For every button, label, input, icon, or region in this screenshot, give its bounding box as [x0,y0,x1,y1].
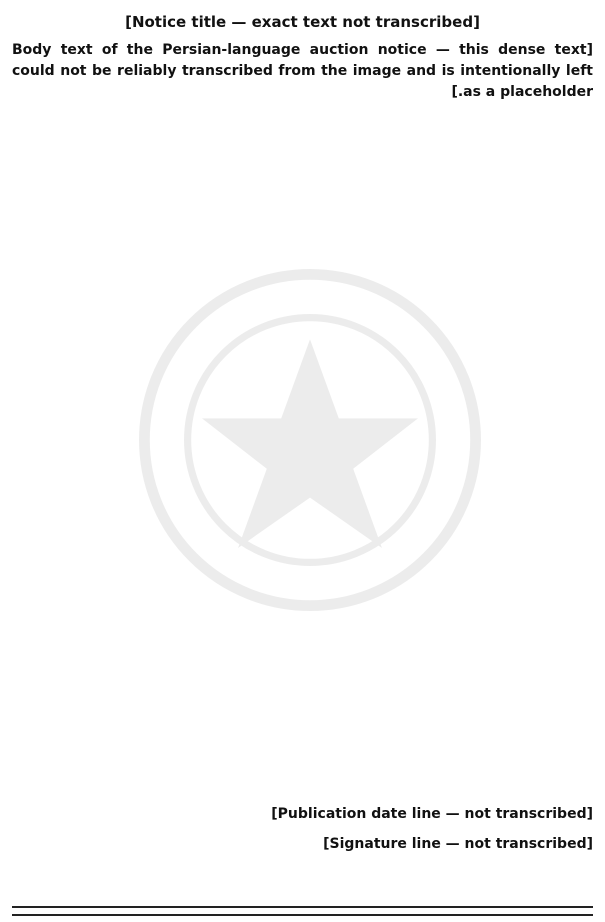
notice-body-block [12,40,593,800]
signature-line: [Signature line — not transcribed] [323,836,593,852]
footer-divider [12,906,593,916]
notice-title: [Notice title — exact text not transcribed] [125,13,480,31]
publication-date: [Publication date line — not transcribed] [271,806,593,822]
notice-body: [Body text of the Persian-language auction notice — this dense text could not be reliably transcribed from the image and is intentionally left as a placeholder.] [12,42,593,100]
